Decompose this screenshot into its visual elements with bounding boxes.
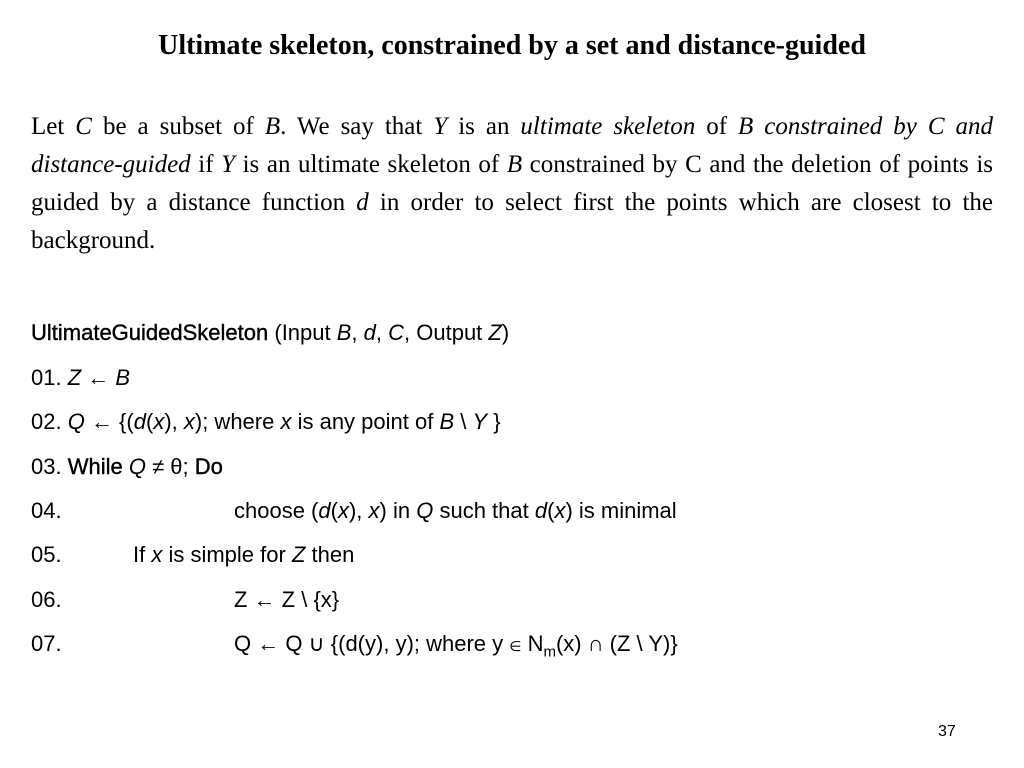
definition-var: C bbox=[75, 113, 92, 140]
definition-var: B bbox=[738, 113, 754, 140]
definition-text: if bbox=[190, 151, 222, 178]
definition-term: ultimate skeleton bbox=[520, 113, 696, 140]
algorithm-signature-text: , Output bbox=[404, 320, 489, 345]
definition-text: is an bbox=[447, 113, 521, 140]
algorithm-text: N bbox=[521, 631, 544, 656]
algorithm-line-body bbox=[234, 497, 677, 525]
algorithm-var: x bbox=[183, 409, 195, 434]
algorithm-param: C bbox=[388, 320, 405, 345]
line-number: 01. bbox=[31, 365, 68, 390]
algorithm-signature-text: , bbox=[351, 320, 364, 345]
algorithm-text: ≠ θ; bbox=[145, 454, 195, 479]
algorithm-line-01 bbox=[31, 364, 991, 392]
algorithm-line-body: Z ← Z \ {x} bbox=[234, 587, 340, 612]
algorithm-line-06 bbox=[31, 586, 991, 614]
algorithm-text: is simple for bbox=[162, 542, 292, 567]
algorithm-var: Z bbox=[291, 542, 306, 567]
algorithm-var: B bbox=[439, 409, 455, 434]
definition-paragraph bbox=[31, 108, 993, 260]
algorithm-param: Z bbox=[488, 320, 502, 345]
algorithm-var: x bbox=[368, 498, 380, 523]
algorithm-var: Q bbox=[416, 498, 434, 523]
line-number: 03. bbox=[31, 454, 68, 479]
algorithm-line-05 bbox=[31, 541, 991, 569]
line-number: 06. bbox=[31, 587, 62, 612]
keyword-if: If bbox=[133, 542, 146, 567]
line-number: 04. bbox=[31, 498, 62, 523]
element-of-symbol: ∈ bbox=[509, 638, 522, 654]
algorithm-text: then bbox=[305, 542, 355, 567]
algorithm-var: Q bbox=[128, 454, 146, 479]
algorithm-text: ), bbox=[348, 498, 369, 523]
algorithm-param: d bbox=[363, 320, 376, 345]
algorithm-text: \ bbox=[454, 409, 473, 434]
algorithm-name: UltimateGuidedSkeleton bbox=[31, 320, 269, 345]
algorithm-var: x bbox=[280, 409, 292, 434]
definition-text: Let bbox=[31, 113, 76, 140]
algorithm-var: d bbox=[318, 498, 331, 523]
algorithm-var: x bbox=[337, 498, 349, 523]
algorithm-signature-text: (Input bbox=[268, 320, 337, 345]
definition-text: of bbox=[695, 113, 738, 140]
definition-var: B bbox=[264, 113, 281, 140]
line-number: 02. bbox=[31, 409, 68, 434]
line-number: 05. bbox=[31, 542, 62, 567]
definition-text: constrained by C and the deletion of points is guided by a distance function bbox=[31, 151, 993, 216]
algorithm-signature-text: , bbox=[375, 320, 389, 345]
algorithm-var: d bbox=[534, 498, 548, 523]
algorithm-text: ← bbox=[81, 365, 116, 390]
algorithm-text: ) in bbox=[379, 498, 417, 523]
algorithm-var: Q bbox=[67, 409, 85, 434]
algorithm-line-03 bbox=[31, 453, 991, 481]
algorithm-text: ( bbox=[330, 498, 338, 523]
algorithm-text: ( bbox=[547, 498, 555, 523]
definition-text: in order to select first the points which are closest to the background. bbox=[31, 189, 993, 254]
algorithm-line-07 bbox=[31, 630, 991, 661]
algorithm-text: } bbox=[487, 409, 501, 434]
definition-var: Y bbox=[221, 151, 236, 178]
algorithm-line-04 bbox=[31, 497, 991, 525]
definition-text: . We say that bbox=[280, 113, 434, 140]
algorithm-text: ( bbox=[145, 409, 154, 434]
algorithm-text: ); where bbox=[194, 409, 281, 434]
definition-var: Y bbox=[433, 113, 448, 140]
algorithm-param: B bbox=[336, 320, 352, 345]
algorithm-text: ← {( bbox=[84, 409, 134, 434]
algorithm-text: is any point of bbox=[291, 409, 440, 434]
subscript: m bbox=[543, 643, 556, 661]
algorithm-header bbox=[31, 319, 991, 347]
definition-var: d bbox=[356, 189, 369, 216]
algorithm-text: Q ← Q ∪ {(d(y), y); where y bbox=[234, 631, 510, 656]
page-number: 37 bbox=[938, 723, 956, 740]
algorithm-var: Z bbox=[67, 365, 82, 390]
algorithm-var: d bbox=[133, 409, 146, 434]
algorithm-line-body bbox=[234, 630, 678, 666]
algorithm-text: (x) ∩ (Z \ Y)} bbox=[555, 631, 678, 656]
algorithm-text: choose ( bbox=[234, 498, 319, 523]
keyword-do: Do bbox=[194, 454, 223, 479]
algorithm-var: B bbox=[115, 365, 131, 390]
algorithm-line-body bbox=[133, 541, 354, 569]
algorithm-var: Y bbox=[472, 409, 488, 434]
algorithm-line-02 bbox=[31, 408, 991, 436]
algorithm-var: x bbox=[153, 409, 165, 434]
algorithm-var: x bbox=[151, 542, 163, 567]
algorithm-text: ) is minimal bbox=[565, 498, 677, 523]
definition-phrase: constrained by C and distance-guided bbox=[31, 113, 993, 178]
algorithm-signature-text: ) bbox=[501, 320, 510, 345]
slide-title: Ultimate skeleton, constrained by a set and distance-guided bbox=[158, 30, 866, 61]
algorithm-var: x bbox=[554, 498, 566, 523]
algorithm-text: such that bbox=[433, 498, 535, 523]
line-number: 07. bbox=[31, 631, 62, 656]
definition-text: be a subset of bbox=[91, 113, 265, 140]
definition-text: is an ultimate skeleton of bbox=[235, 151, 507, 178]
keyword-while: While bbox=[67, 454, 123, 479]
algorithm-text: ), bbox=[164, 409, 184, 434]
definition-var: B bbox=[506, 151, 523, 178]
